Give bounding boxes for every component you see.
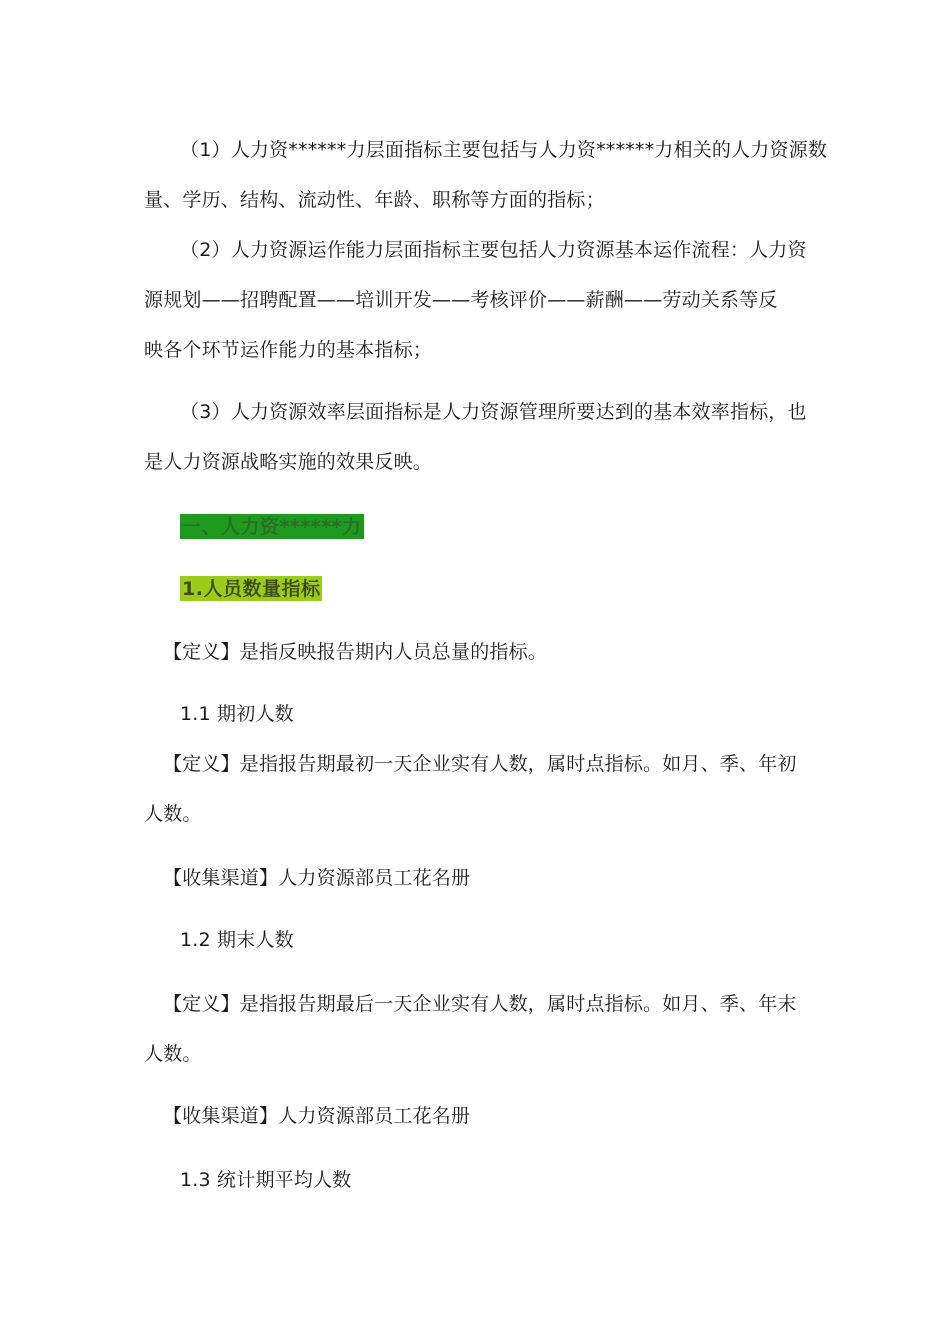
paragraph-3-line-1: （3）人力资源效率层面指标是人力资源管理所要达到的基本效率指标，也 [180,401,807,423]
paragraph-2-line-3: 映各个环节运作能力的基本指标； [144,339,433,361]
subsection-heading [180,576,850,601]
definition-main: 【定义】是指反映报告期内人员总量的指标。 [163,641,548,663]
definition-1-2-line-2: 人数。 [144,1043,202,1065]
definition-1-2-line-1: 【定义】是指报告期最后一天企业实有人数，属时点指标。如月、季、年末 [163,993,797,1015]
paragraph-2-line-1: （2）人力资源运作能力层面指标主要包括人力资源基本运作流程：人力资 [180,239,807,261]
paragraph-3-line-2: 是人力资源战略实施的效果反映。 [144,451,433,473]
channel-1-1: 【收集渠道】人力资源部员工花名册 [163,867,471,889]
paragraph-2-line-2: 源规划——招聘配置——培训开发——考核评价——薪酬——劳动关系等反 [144,289,778,311]
definition-1-1-line-1: 【定义】是指报告期最初一天企业实有人数，属时点指标。如月、季、年初 [163,753,797,775]
item-1-1-title: 1.1 期初人数 [180,703,294,725]
paragraph-1-line-2: 量、学历、结构、流动性、年龄、职称等方面的指标； [144,189,605,211]
item-1-2-title: 1.2 期末人数 [180,929,294,951]
section-heading [180,514,850,539]
subsection-heading-text: 1.人员数量指标 [182,578,321,600]
item-1-3-title: 1.3 统计期平均人数 [180,1169,352,1191]
paragraph-1-line-1: （1）人力资******力层面指标主要包括与人力资******力相关的人力资源数 [180,139,828,161]
channel-1-2: 【收集渠道】人力资源部员工花名册 [163,1105,471,1127]
section-heading-text: 一、人力资******力 [182,516,362,538]
definition-1-1-line-2: 人数。 [144,803,202,825]
